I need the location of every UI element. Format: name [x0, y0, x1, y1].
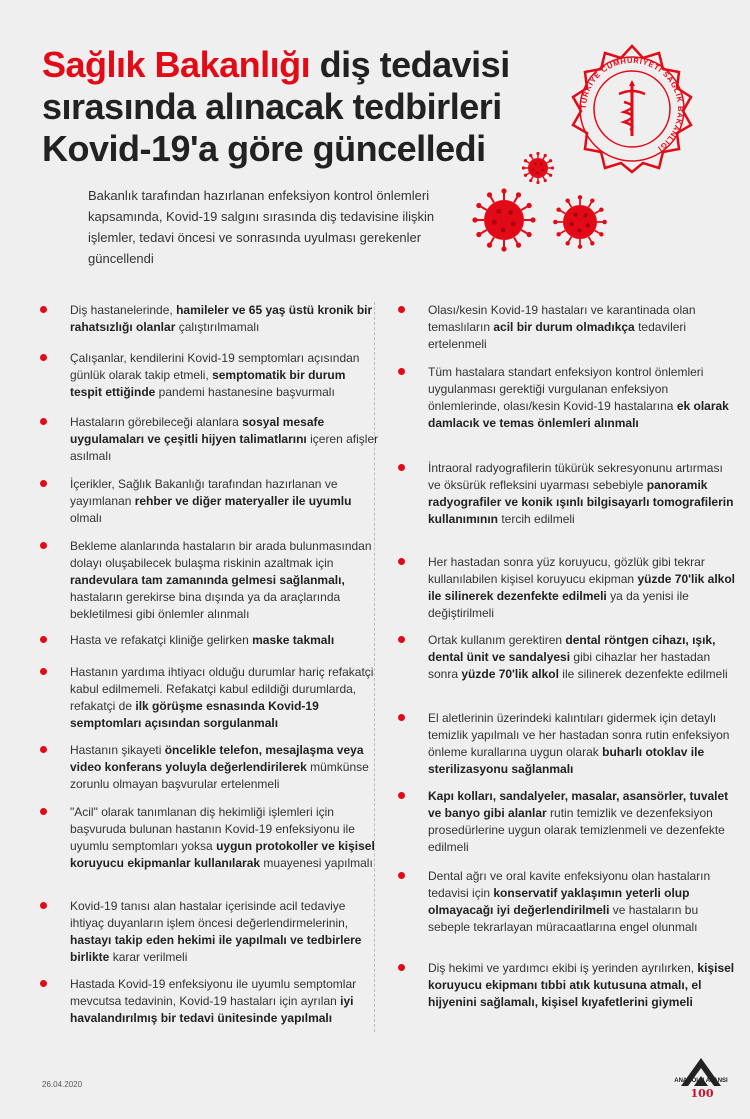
bullet-icon — [40, 306, 47, 313]
title-line-3: Kovid-19'a göre güncelledi — [42, 128, 486, 169]
item-text: Diş hekimi ve yardımcı ekibi iş yerinden ayrılırken, — [428, 961, 698, 975]
bullet-icon — [398, 792, 405, 799]
item-highlight: hamileler ve 65 yaş üstü kronik bir rahatsızlığı olanlar — [70, 303, 373, 334]
bullet-icon — [40, 418, 47, 425]
item-text: içeren afişler asılmalı — [70, 432, 379, 463]
bullet-icon — [398, 306, 405, 313]
item-highlight: rehber ve diğer materyaller ile uyumlu — [134, 494, 352, 508]
list-item — [398, 868, 738, 936]
list-item — [398, 554, 738, 622]
list-item — [398, 710, 738, 778]
item-text: Ortak kullanım gerektiren — [428, 633, 566, 647]
item-highlight: semptomatik bir durum tespit ettiğinde — [70, 368, 346, 399]
item-text: rutin temizlik ve dezenfeksiyon prosedürlerine uygun olarak temizlenmeli ve dezenfekte edilmeli — [428, 806, 725, 854]
item-highlight: sosyal mesafe uygulamaları ve çeşitli hijyen talimatlarını — [70, 415, 325, 446]
item-highlight: öncelikle telefon, mesajlaşma veya video konferans yoluyla değerlendirilerek — [70, 743, 364, 774]
agency-anniversary: 100 — [690, 1087, 714, 1100]
bullet-icon — [40, 902, 47, 909]
item-text: Hastada Kovid-19 enfeksiyonu ile uyumlu semptomlar mevcutsa tedavinin, Kovid-19 hastaları için ayrılan — [70, 977, 357, 1008]
list-item — [40, 742, 380, 793]
bullet-icon — [40, 808, 47, 815]
item-text: gibi cihazlar her hastadan sonra — [428, 650, 711, 681]
item-highlight: acil bir durum olmadıkça — [493, 320, 635, 334]
item-text: El aletlerinin üzerindeki kalıntıları gidermek için detaylı temizlik yapılmalı ve her hastadan sonra rutin enfeksiyon önleme kurallarına uygun olarak — [428, 711, 730, 759]
item-highlight: iyi havalandırılmış bir tedavi ünitesinde yapılmalı — [70, 994, 354, 1025]
list-item — [40, 976, 380, 1027]
bullet-icon — [40, 542, 47, 549]
item-text: çalıştırılmamalı — [175, 320, 260, 334]
bullet-icon — [398, 714, 405, 721]
list-item — [40, 350, 380, 401]
virus-icon — [460, 150, 640, 280]
item-text: Diş hastanelerinde, — [70, 303, 177, 317]
publish-date: 26.04.2020 — [42, 1080, 83, 1089]
item-text: Dental ağrı ve oral kavite enfeksiyonu olan hastaların tedavisi için — [428, 869, 711, 900]
bullet-icon — [398, 464, 405, 471]
list-item — [40, 898, 380, 966]
list-item — [398, 632, 738, 683]
item-text: Hastanın şikayeti — [70, 743, 165, 757]
item-text: Hasta ve refakatçi kliniğe gelirken — [70, 633, 253, 647]
title-line-2: sırasında alınacak tedbirleri — [42, 86, 502, 127]
bullet-icon — [40, 480, 47, 487]
item-highlight: maske takmalı — [252, 633, 335, 647]
item-text: Hastaların görebileceği alanlara — [70, 415, 243, 429]
list-item — [398, 788, 738, 856]
item-text: mümkünse zorunlu olmayan başvurular ertelenmeli — [70, 760, 369, 791]
list-item — [40, 414, 380, 465]
item-highlight: konservatif yaklaşımın yeterli olup olmayacağı iyi değerlendirilmeli — [428, 886, 690, 917]
bullet-icon — [40, 746, 47, 753]
list-item — [398, 302, 738, 353]
item-highlight: ilk görüşme esnasında Kovid-19 semptomları açısından sorgulanmalı — [70, 699, 319, 730]
item-text: İntraoral radyografilerin tükürük sekresyonunu artırması ve öksürük refleksini uyarması sebebiyle — [428, 461, 723, 492]
item-text: olmalı — [70, 511, 103, 525]
item-highlight: uygun protokoller ve kişisel koruyucu ekipmanlar kullanılarak — [70, 839, 375, 870]
item-highlight: ek olarak damlacık ve temas önlemleri alınmalı — [428, 399, 729, 430]
item-text: tedavileri ertelenmeli — [428, 320, 687, 351]
item-highlight: Kapı kolları, sandalyeler, masalar, asansörler, tuvalet ve banyo gibi alanlar — [428, 789, 729, 820]
item-text: tercih edilmeli — [498, 512, 575, 526]
bullet-icon — [40, 980, 47, 987]
svg-text:TÜRKİYE CUMHURİYETİ SAĞLIK BAK: TÜRKİYE CUMHURİYETİ SAĞLIK BAKANLIĞI — [578, 55, 686, 154]
item-text: Hastanın yardıma ihtiyacı olduğu durumlar hariç refakatçi kabul edilmemeli. Refakatçi kabul edildiği durumlarda, refakatçi de — [70, 665, 374, 713]
item-text: ile silinerek dezenfekte edilmeli — [558, 667, 728, 681]
bullet-icon — [40, 668, 47, 675]
item-text: Kovid-19 tanısı alan hastalar içerisinde acil tedaviye ihtiyaç duyanların işlem öncesi değerlendirmelerinin, — [70, 899, 349, 930]
item-highlight: yüzde 70'lik alkol ile silinerek dezenfekte edilmeli — [428, 572, 736, 603]
list-item — [40, 804, 380, 872]
item-highlight: yüzde 70'lik alkol — [461, 667, 559, 681]
item-text: ya da yenisi ile değiştirilmeli — [428, 589, 689, 620]
list-item — [40, 302, 380, 336]
item-text: pandemi hastanesine başvurmalı — [155, 385, 335, 399]
item-text: "Acil" olarak tanımlanan diş hekimliği işlemleri için başvuruda bulunan hastanın Kovid-19 enfeksiyonu ile uyumlu semptomları yoksa — [70, 805, 355, 853]
title-part-1: diş tedavisi — [310, 44, 510, 85]
bullet-icon — [398, 558, 405, 565]
bullet-icon — [398, 872, 405, 879]
item-highlight: randevulara tam zamanında gelmesi sağlanmalı, — [70, 573, 345, 587]
item-text: ve hastaların bu sebeple tekrarlayan müracaatlarına engel olunmalı — [428, 903, 699, 934]
bullet-icon — [398, 368, 405, 375]
list-item — [40, 664, 380, 732]
intro-text: Bakanlık tarafından hazırlanan enfeksiyon kontrol önlemleri kapsamında, Kovid-19 salgını sırasında diş tedavisine ilişkin işlemler, tedavi öncesi ve sonrasında uyulması gerekenler güncellendi — [88, 188, 435, 266]
bullet-icon — [398, 636, 405, 643]
item-highlight: hastayı takip eden hekimi ile yapılmalı ve tedbirlere birlikte — [70, 933, 362, 964]
item-text: Tüm hastalara standart enfeksiyon kontrol önlemleri uygulanması gerektiği vurgulanan enfeksiyon önlemlerinde, olası/kesin Kovid-19 hastalarına — [428, 365, 704, 413]
item-text: Olası/kesin Kovid-19 hastaları ve karantinada olan temaslıların — [428, 303, 696, 334]
item-text: hastaların gerekirse bina dışında ya da araçlarında bekletilmesi gibi önlemler alınmalı — [70, 590, 341, 621]
bullet-icon — [40, 354, 47, 361]
title-highlight: Sağlık Bakanlığı — [42, 44, 311, 85]
item-text: Çalışanlar, kendilerini Kovid-19 semptomları açısından günlük olarak takip etmeli, — [70, 351, 360, 382]
bullet-icon — [40, 636, 47, 643]
item-text: muayenesi yapılmalı — [260, 856, 373, 870]
list-item — [40, 538, 380, 623]
item-text: İçerikler, Sağlık Bakanlığı tarafından hazırlanan ve yayımlanan — [70, 477, 338, 508]
item-text: karar verilmeli — [109, 950, 188, 964]
list-item — [398, 460, 738, 528]
list-item — [40, 632, 380, 649]
item-highlight: dental röntgen cihazı, ışık, dental ünit ve sandalyesi — [428, 633, 716, 664]
agency-name: ANADOLU AJANSI — [674, 1078, 728, 1084]
list-item — [398, 364, 738, 432]
item-highlight: kişisel koruyucu ekipmanı tıbbi atık kutusuna atmalı, el hijyenini sağlamalı, kişisel kıyafetlerini giymeli — [428, 961, 735, 1009]
item-text: Bekleme alanlarında hastaların bir arada bulunmasından dolayı oluşabilecek bulaşma riskinin azaltmak için — [70, 539, 372, 570]
item-highlight: buharlı otoklav ile sterilizasyonu sağlanmalı — [428, 745, 705, 776]
bullet-icon — [398, 964, 405, 971]
item-highlight: panoramik radyografiler ve konik ışınlı bilgisayarlı tomografilerin kullanımının — [428, 478, 734, 526]
list-item — [40, 476, 380, 527]
list-item — [398, 960, 738, 1011]
item-text: Her hastadan sonra yüz koruyucu, gözlük gibi tekrar kullanılabilen kişisel koruyucu ekipman — [428, 555, 705, 586]
